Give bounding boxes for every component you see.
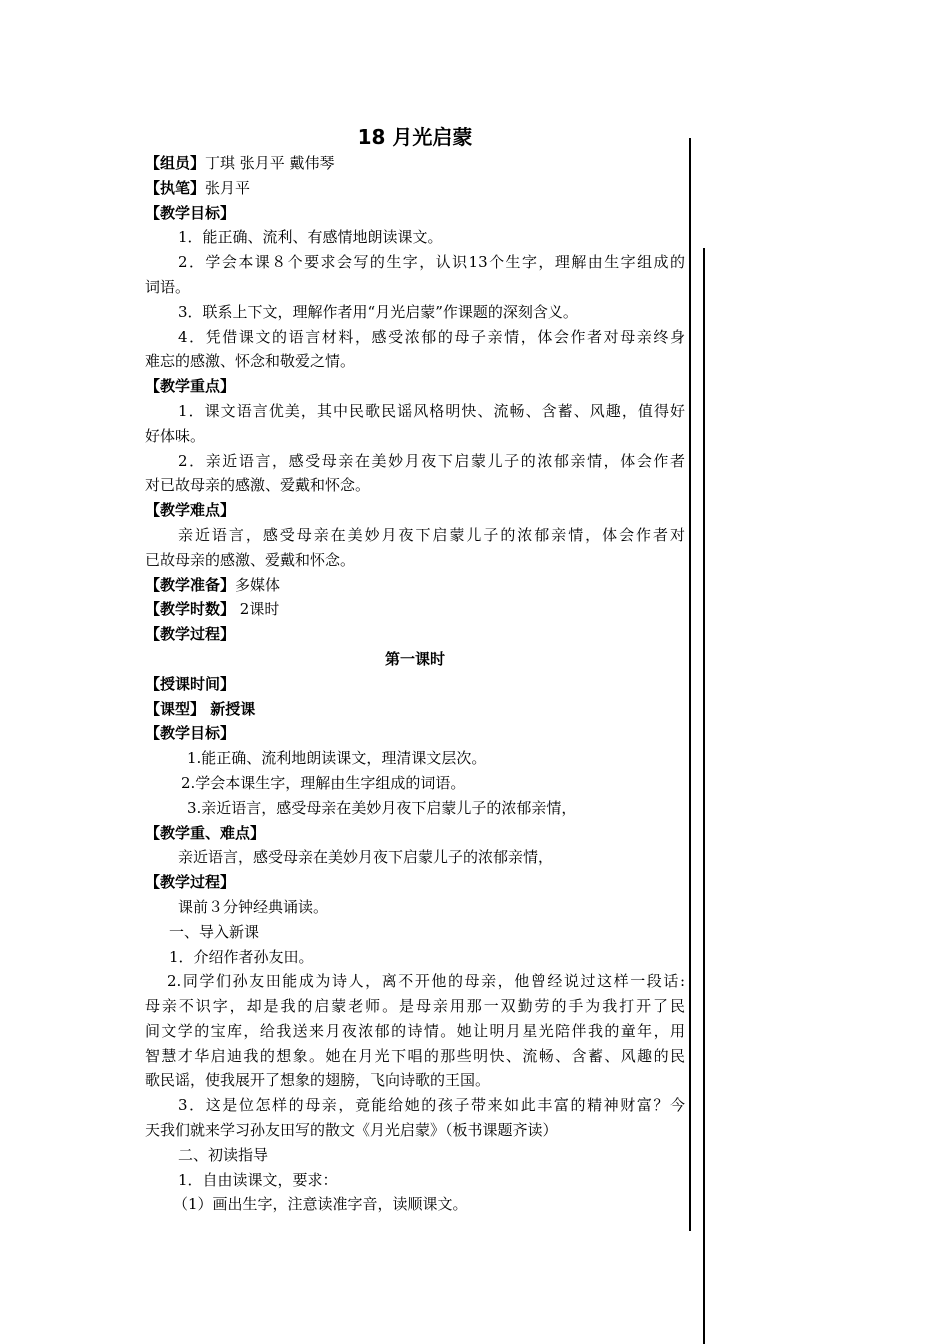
hours-line <box>145 597 685 622</box>
difficulties-heading: 【教学难点】 <box>145 501 236 520</box>
writer-line <box>145 176 685 201</box>
lesson-heading: 第一课时 <box>384 649 445 668</box>
step-text: 1．自由读课文，要求： <box>178 1170 338 1189</box>
section-heading: 二、初读指导 <box>178 1145 269 1164</box>
step-text-cont: 母亲不识字，却是我的启蒙老师。是母亲用那一双勤劳的手为我打开了民 <box>145 997 685 1016</box>
step-text: 3．这是位怎样的母亲，竟能给她的孩子带来如此丰富的精神财富？今 <box>178 1096 685 1115</box>
page-title: 18 月光启蒙 <box>357 125 473 149</box>
members-label: 【组员】 <box>145 154 206 172</box>
step-text-cont: 歌民谣，使我展开了想象的翅膀，飞向诗歌的王国。 <box>145 1071 491 1090</box>
members-value: 丁琪 张月平 戴伟琴 <box>205 154 335 172</box>
step-text-cont: 天我们就来学习孙友田写的散文《月光启蒙》（板书课题齐读） <box>145 1121 558 1140</box>
writer-label: 【执笔】 <box>145 178 206 197</box>
time-heading: 【授课时间】 <box>145 674 236 693</box>
key-difficulty-text: 亲近语言，感受母亲在美妙月夜下启蒙儿子的浓郁亲情， <box>178 848 554 867</box>
lesson-plan-document <box>145 124 685 1217</box>
goal-item: 4．凭借课文的语言材料，感受浓郁的母子亲情，体会作者对母亲终身 <box>178 327 685 346</box>
type-label: 【课型】 <box>145 699 206 718</box>
key-points-heading: 【教学重点】 <box>145 377 236 396</box>
goal-item-cont: 难忘的感激、怀念和敬爱之情。 <box>145 352 356 371</box>
goal-item: 2．学会本课８个要求会写的生字，认识13个生字，理解由生字组成的 <box>178 253 685 272</box>
step-text: 2.同学们孙友田能成为诗人，离不开他的母亲，他曾经说过这样一段话: <box>167 972 685 991</box>
lesson-goals-heading: 【教学目标】 <box>145 724 236 743</box>
key-point-item: 1．课文语言优美，其中民歌民谣风格明快、流畅、含蓄、风趣，值得好 <box>178 401 685 420</box>
goals-heading: 【教学目标】 <box>145 203 236 222</box>
key-point-item-cont: 对已故母亲的感激、爱戴和怀念。 <box>145 476 371 495</box>
margin-rule-inner <box>689 138 691 1231</box>
process-heading: 【教学过程】 <box>145 625 236 644</box>
goal-item: 3．联系上下文，理解作者用“月光启蒙”作课题的深刻含义。 <box>178 302 578 321</box>
lesson-goal-item: 3.亲近语言，感受母亲在美妙月夜下启蒙儿子的浓郁亲情， <box>187 798 577 817</box>
prep-label: 【教学准备】 <box>145 575 236 594</box>
key-point-item-cont: 好体味。 <box>145 426 206 445</box>
goal-item-cont: 词语。 <box>145 277 191 296</box>
goal-item: 1．能正确、流利、有感情地朗读课文。 <box>178 228 443 247</box>
step-text: 1．介绍作者孙友田。 <box>169 947 314 966</box>
prep-value: 多媒体 <box>235 575 281 594</box>
key-point-item: 2．亲近语言，感受母亲在美妙月夜下启蒙儿子的浓郁亲情，体会作者 <box>178 451 685 470</box>
difficulties-text-cont: 已故母亲的感激、爱戴和怀念。 <box>145 550 356 569</box>
hours-value: 2课时 <box>235 600 280 619</box>
lesson-goal-item: 1.能正确、流利地朗读课文，理清课文层次。 <box>187 749 487 768</box>
difficulties-text: 亲近语言，感受母亲在美妙月夜下启蒙儿子的浓郁亲情，体会作者对 <box>178 525 685 544</box>
step-text: （1）画出生字，注意读准字音，读顺课文。 <box>173 1195 468 1214</box>
margin-rule-outer <box>703 248 705 1344</box>
step-text-cont: 间文学的宝库，给我送来月夜浓郁的诗情。她让明月星光陪伴我的童年，用 <box>145 1021 685 1040</box>
writer-value: 张月平 <box>205 178 251 197</box>
warmup-text: 课前３分钟经典诵读。 <box>178 897 329 916</box>
prep-line <box>145 573 685 598</box>
type-line <box>145 697 685 722</box>
section-heading: 一、导入新课 <box>169 922 260 941</box>
step-text-cont: 智慧才华启迪我的想象。她在月光下唱的那些明快、流畅、含蓄、风趣的民 <box>145 1046 685 1065</box>
lesson-goal-item: 2.学会本课生字，理解由生字组成的词语。 <box>181 773 466 792</box>
type-value: 新授课 <box>205 699 256 718</box>
members-line <box>145 151 685 176</box>
key-difficulty-heading: 【教学重、难点】 <box>145 823 266 842</box>
hours-label: 【教学时数】 <box>145 600 236 619</box>
lesson-process-heading: 【教学过程】 <box>145 873 236 892</box>
